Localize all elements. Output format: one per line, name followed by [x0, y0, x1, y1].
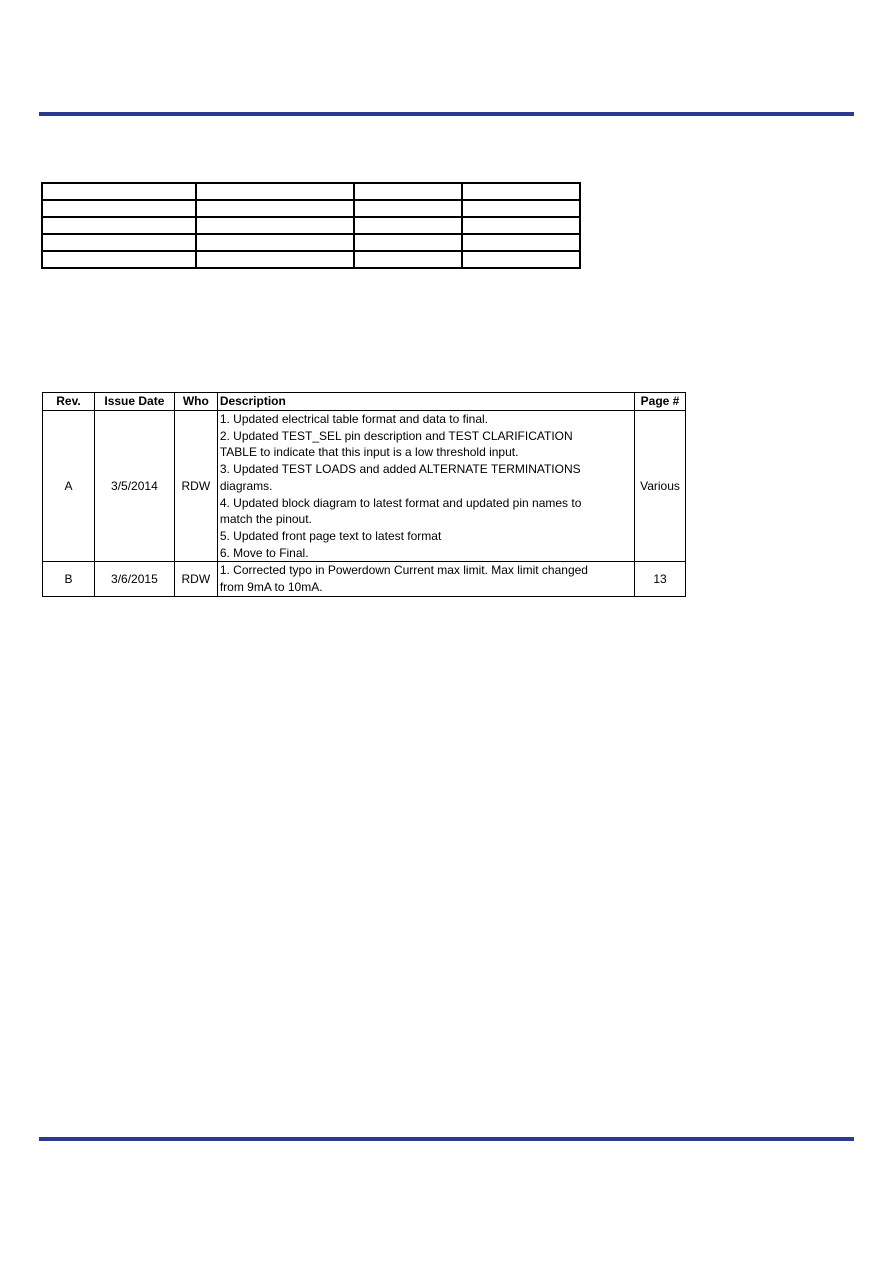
description-line: diagrams.: [219, 478, 273, 493]
description-cell: [217, 562, 634, 596]
blank-row: [42, 251, 580, 268]
blank-row: [42, 217, 580, 234]
who-cell: RDW: [174, 562, 217, 596]
page-header: Page #: [634, 393, 685, 411]
blank-cell: [42, 234, 196, 251]
table-row: [43, 411, 686, 562]
description-line: from 9mA to 10mA.: [219, 580, 323, 595]
issue-date-cell: 3/5/2014: [94, 411, 174, 562]
description-line: 1. Updated electrical table format and data to final.: [219, 412, 488, 426]
page-cell: Various: [634, 411, 685, 562]
blank-cell: [42, 183, 196, 200]
description-header: Description: [217, 393, 634, 411]
description-line: 2. Updated TEST_SEL pin description and TEST CLARIFICATION: [219, 428, 573, 443]
who-header: Who: [174, 393, 217, 411]
blank-cell: [196, 234, 353, 251]
blank-cell: [196, 251, 353, 268]
blank-grid-table: [41, 182, 581, 269]
issue-date-cell: 3/6/2015: [94, 562, 174, 596]
description-line: match the pinout.: [219, 512, 312, 527]
blank-cell: [196, 200, 353, 217]
blank-cell: [462, 234, 580, 251]
rev-cell: A: [43, 411, 95, 562]
description-line: 1. Corrected typo in Powerdown Current max limit. Max limit changed: [219, 563, 588, 578]
revision-history-table: [42, 392, 686, 597]
header-row: [43, 393, 686, 411]
header-rule: [39, 112, 854, 116]
table-row: [43, 562, 686, 596]
blank-cell: [196, 217, 353, 234]
blank-cell: [42, 217, 196, 234]
issue-date-header: Issue Date: [94, 393, 174, 411]
blank-cell: [462, 251, 580, 268]
rev-header: Rev.: [43, 393, 95, 411]
description-line: 5. Updated front page text to latest format: [219, 528, 442, 543]
blank-cell: [354, 234, 463, 251]
blank-cell: [354, 183, 463, 200]
blank-cell: [196, 183, 353, 200]
description-line: 3. Updated TEST LOADS and added ALTERNATE TERMINATIONS: [219, 462, 581, 477]
description-line: 4. Updated block diagram to latest format and updated pin names to: [219, 495, 582, 510]
description-cell: [217, 411, 634, 562]
blank-cell: [462, 183, 580, 200]
rev-cell: B: [43, 562, 95, 596]
blank-cell: [354, 200, 463, 217]
page-cell: 13: [634, 562, 685, 596]
footer-rule: [39, 1137, 854, 1141]
blank-cell: [462, 200, 580, 217]
blank-cell: [462, 217, 580, 234]
description-line: TABLE to indicate that this input is a low threshold input.: [219, 445, 519, 460]
description-line: 6. Move to Final.: [219, 545, 309, 560]
blank-cell: [354, 251, 463, 268]
who-cell: RDW: [174, 411, 217, 562]
blank-row: [42, 183, 580, 200]
blank-row: [42, 200, 580, 217]
blank-cell: [354, 217, 463, 234]
blank-cell: [42, 251, 196, 268]
blank-row: [42, 234, 580, 251]
blank-cell: [42, 200, 196, 217]
